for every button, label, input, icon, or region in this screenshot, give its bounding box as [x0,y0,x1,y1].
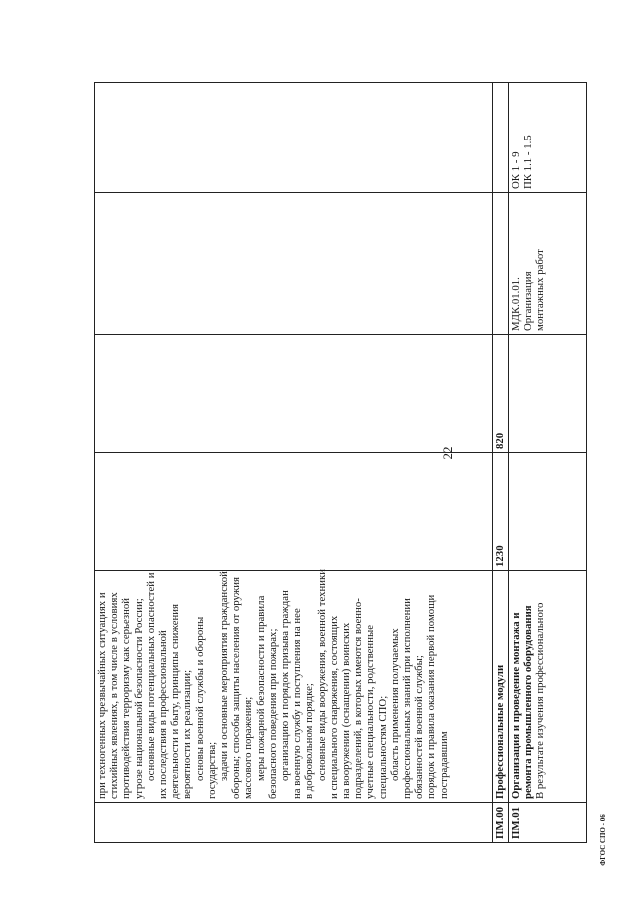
pm01-course-line: Организация [522,271,535,331]
cell-content [95,568,493,803]
content-line: массового поражения; [242,696,255,799]
content-line: и специального снаряжения, состоящих [327,615,340,799]
pm01-title-line: ремонта промышленного оборудования [522,605,535,799]
content-line: противодействия терроризму как серьезной [120,597,133,799]
cell-mandatory-pm00: 820 [493,335,509,453]
content-line: при техногенных чрезвычайных ситуациях и [96,592,108,799]
content-line: подразделений, в которых имеются военно- [352,598,365,799]
content-line: специальностям СПО; [376,695,389,799]
content-line: учетные специальности, родственные [364,624,377,799]
content-line: основные виды вооружения, военной техники [315,568,328,781]
content-line: на вооружении (оснащении) воинских [340,622,353,799]
cell-total-empty [95,453,493,571]
content-line: пострадавшим [437,731,450,799]
cell-code-pm00: ПМ.00 [493,803,509,843]
content-line: основные виды потенциальных опасностей и [144,572,157,781]
cell-course-pm00 [493,193,509,335]
content-line: порядок и правила оказания первой помощи [425,594,438,799]
content-line: профессиональных знаний при исполнении [401,598,414,799]
content-line: их последствия в профессиональной [157,630,170,799]
pm01-course-line: МДК.01.01. [510,277,522,331]
cell-code-pm01: ПМ.01 [509,803,587,843]
pm01-title-line: В результате изучения профессионального [534,602,547,799]
pm01-course-line: монтажных работ [534,249,547,331]
content-line: вероятности их реализации; [181,669,194,799]
cell-course-pm01 [509,193,587,335]
footer-code: ФГОС СПО - 06 [599,814,607,866]
curriculum-table-rotated [94,83,586,843]
pm01-competency-line: ОК 1 - 9 [510,151,522,189]
cell-competencies-empty [95,83,493,193]
pm01-competency-line: ПК 1.1 - 1.5 [522,135,535,189]
cell-mandatory-empty [95,335,493,453]
cell-total-pm00: 1230 [493,453,509,571]
content-line: задачи и основные мероприятия гражданской [218,571,231,781]
cell-mandatory-pm01 [509,335,587,453]
table-row-content [95,83,493,843]
pm01-title-line: Организация и проведение монтажа и [510,612,522,799]
page-number: 22 [440,446,455,460]
content-line: деятельности и быту, принципы снижения [169,603,182,799]
content-line: обязанностей военной службы; [413,655,426,799]
curriculum-table [94,82,587,843]
content-line: государства; [205,741,218,799]
content-line: угрозе национальной безопасности России; [132,598,145,799]
table-row-pm00 [493,83,509,843]
cell-title-pm01 [509,571,587,803]
cell-code-empty [95,803,493,843]
content-line: стихийных явлениях, в том числе в условиях [108,592,121,799]
cell-course-empty [95,193,493,335]
content-line: на военную службу и поступления на нее [291,608,304,799]
cell-title-pm00: Профессиональные модули [493,571,509,803]
cell-total-pm01 [509,453,587,571]
content-line: область применения получаемых [388,628,401,781]
content-line: обороны; способы защиты населения от оружия [230,577,243,799]
table-row-pm01 [509,83,587,843]
content-line: основы военной службы и обороны [193,616,206,781]
content-line: организацию и порядок призыва граждан [279,590,292,781]
content-line: меры пожарной безопасности и правила [254,595,267,781]
cell-competencies-pm01 [509,83,587,193]
content-line: безопасного поведения при пожарах; [266,628,279,799]
content-line: в добровольном порядке; [303,683,316,799]
cell-competencies-pm00 [493,83,509,193]
